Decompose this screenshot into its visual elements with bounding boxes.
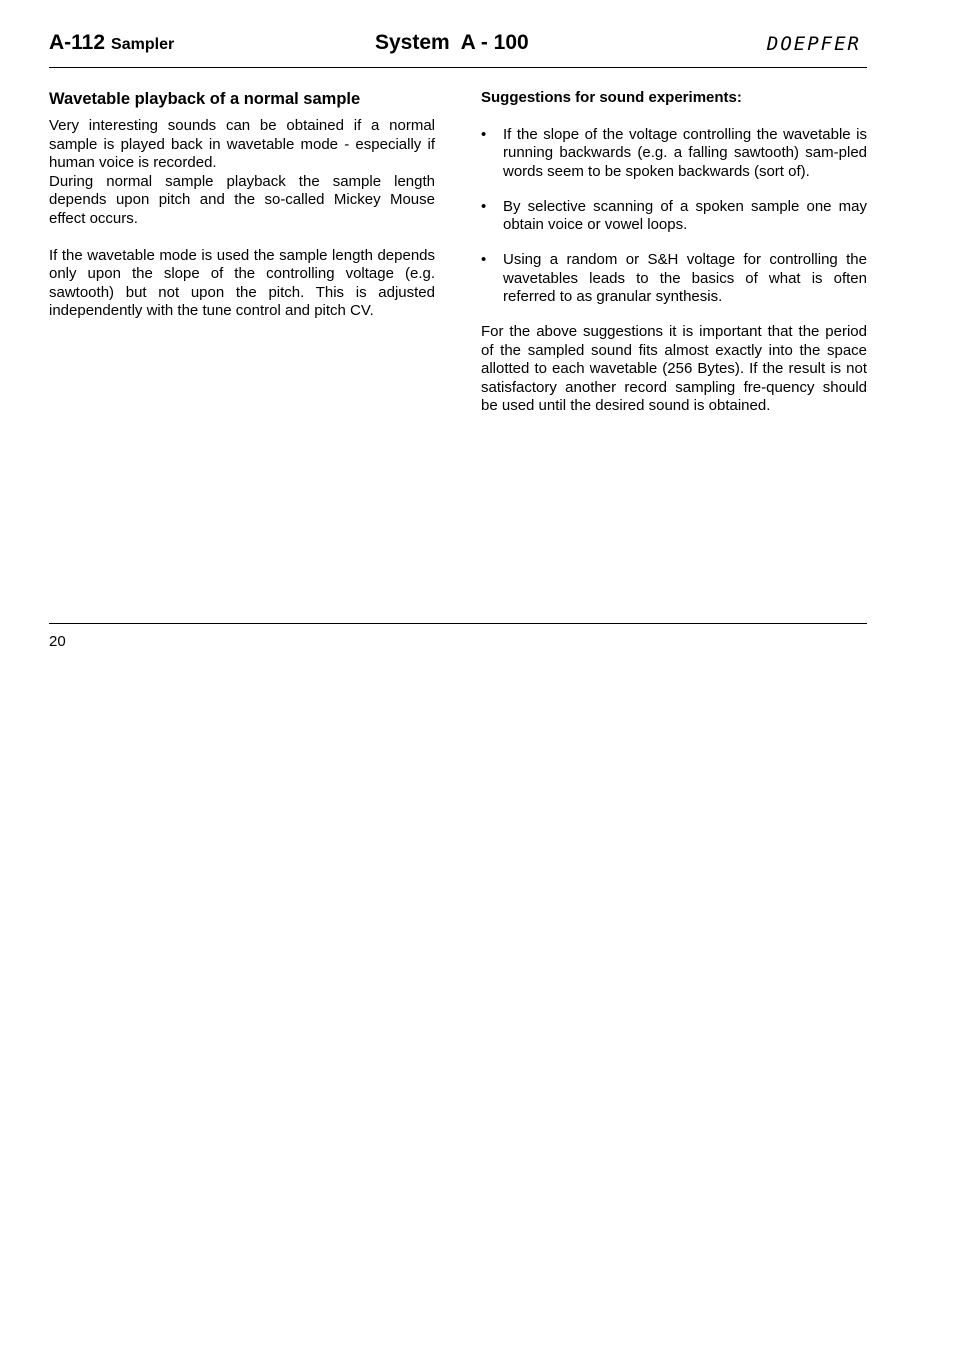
bullet-icon: • <box>481 125 487 143</box>
section-heading: Wavetable playback of a normal sample <box>49 90 361 108</box>
suggestions-list <box>481 126 867 307</box>
module-code: A-112 <box>49 31 106 54</box>
list-item-text: By selective scanning of a spoken sample one may obtain voice or vowel loops. <box>503 197 867 233</box>
bullet-icon: • <box>481 197 487 215</box>
left-column <box>49 89 435 321</box>
module-name: Sampler <box>111 36 175 53</box>
page-number: 20 <box>49 633 66 650</box>
suggestions-heading: Suggestions for sound experiments: <box>481 89 742 106</box>
system-title: System A - 100 <box>375 31 529 54</box>
list-item-text: Using a random or S&H voltage for controlling the wavetables leads to the basics of what is often referred to as granular synthesis. <box>503 251 867 305</box>
list-item <box>481 198 867 235</box>
module-title <box>49 31 174 55</box>
right-column <box>481 89 867 416</box>
header-divider <box>49 67 867 68</box>
brand-logo: DOEPFER <box>766 33 861 55</box>
list-item-text: If the slope of the voltage controlling the wavetable is running backwards (e.g. a falling sawtooth) sam-pled words seem to be spoken backwards (sort of). <box>503 125 867 180</box>
body-paragraph: Very interesting sounds can be obtained if a normal sample is played back in wavetable mode - especially if human voice is recorded. <box>49 117 435 171</box>
list-item <box>481 126 867 182</box>
footer-divider <box>49 623 867 624</box>
bullet-icon: • <box>481 251 487 268</box>
page-header <box>49 28 867 64</box>
body-paragraph: During normal sample playback the sample length depends upon pitch and the so-called Mickey Mouse effect occurs. <box>49 172 435 227</box>
body-paragraph: If the wavetable mode is used the sample length depends only upon the slope of the controlling voltage (e.g. sawtooth) but not upon the pitch. This is adjusted independently with the tune control and pitch CV. <box>49 246 435 319</box>
closing-paragraph: For the above suggestions it is important that the period of the sampled sound fits almost exactly into the space allotted to each wavetable (256 Bytes). If the result is not satisfactory another record sampling fre-quency should be used until the desired sound is obtained. <box>481 323 867 414</box>
list-item <box>481 251 867 307</box>
